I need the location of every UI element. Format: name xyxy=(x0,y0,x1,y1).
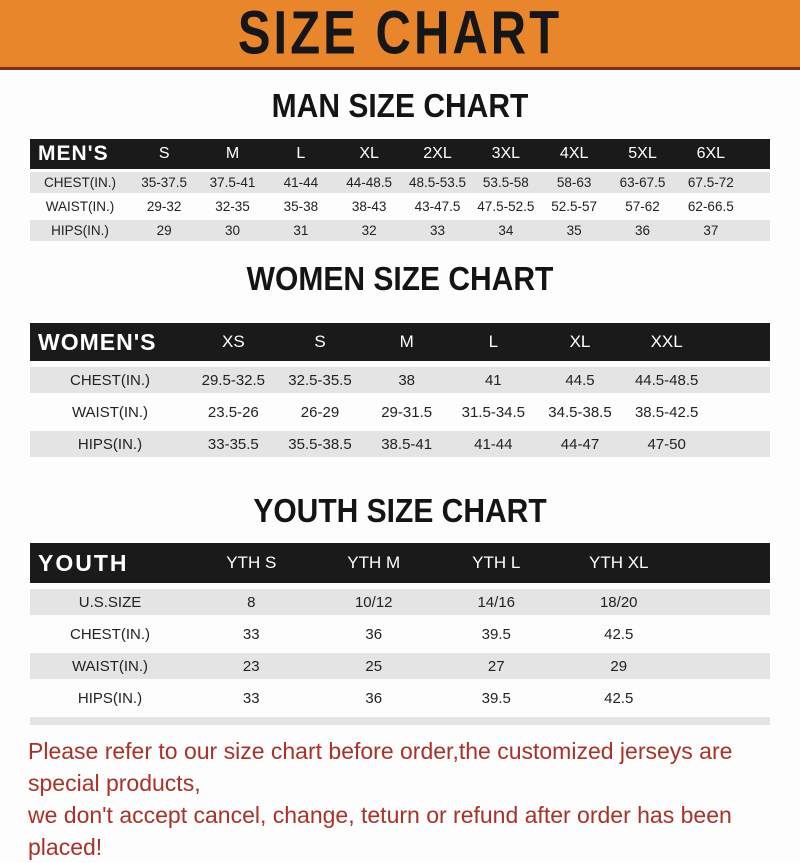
table-corner-label: WOMEN'S xyxy=(38,328,157,355)
table-cell: 29 xyxy=(156,223,172,238)
table-cell: 38 xyxy=(398,371,415,389)
table-cell: 35-38 xyxy=(283,199,319,214)
table-cell: 62-66.5 xyxy=(687,199,734,214)
table-cell: 37.5-41 xyxy=(209,175,256,190)
table-cell: 39.5 xyxy=(481,689,511,707)
row-label: CHEST(IN.) xyxy=(44,175,116,190)
women-table-body xyxy=(30,367,770,457)
table-cell: 34 xyxy=(498,223,514,238)
table-cell: 23 xyxy=(242,657,260,675)
column-header: S xyxy=(314,332,326,351)
table-cell: 47.5-52.5 xyxy=(477,199,535,214)
footer-note-line1: Please refer to our size chart before order,the customized jerseys are special products, xyxy=(28,738,733,796)
column-header: YTH L xyxy=(472,553,521,572)
column-header: 2XL xyxy=(423,145,452,162)
youth-size-table xyxy=(30,543,770,725)
column-header: S xyxy=(158,145,170,162)
footer-note-line2: we don't accept cancel, change, teturn or refund after order has been placed! xyxy=(28,802,732,860)
column-header: XL xyxy=(569,332,591,351)
table-cell: 25 xyxy=(365,657,383,675)
table-cell: 41-44 xyxy=(283,175,319,190)
row-label: HIPS(IN.) xyxy=(77,689,143,707)
table-cell: 31 xyxy=(293,223,309,238)
table-row xyxy=(30,196,770,217)
table-cell: 36 xyxy=(365,689,383,707)
table-cell: 41-44 xyxy=(474,435,513,453)
section-youth xyxy=(0,492,800,725)
section-man xyxy=(0,87,800,241)
column-header: 3XL xyxy=(491,145,521,162)
women-table-header-row xyxy=(30,323,770,361)
table-row xyxy=(30,367,770,393)
table-cell: 31.5-34.5 xyxy=(461,403,526,421)
table-cell: 26-29 xyxy=(300,403,340,421)
table-cell: 32 xyxy=(361,223,377,238)
column-header: YTH S xyxy=(226,553,277,572)
table-cell: 37 xyxy=(703,223,719,238)
table-cell: 57-62 xyxy=(625,199,660,214)
table-cell: 67.5-72 xyxy=(687,175,734,190)
row-label: CHEST(IN.) xyxy=(70,625,150,643)
column-header: YTH XL xyxy=(588,553,649,572)
row-label: WAIST(IN.) xyxy=(45,199,115,214)
size-chart-banner xyxy=(0,0,800,70)
table-cell: 18/20 xyxy=(599,593,638,611)
row-label: CHEST(IN.) xyxy=(70,371,150,389)
youth-table-body xyxy=(30,589,770,711)
row-label: HIPS(IN.) xyxy=(51,223,109,238)
footer-note xyxy=(28,735,772,863)
table-cell: 38-43 xyxy=(351,199,387,214)
table-cell: 41 xyxy=(484,371,502,389)
column-header: XS xyxy=(221,332,245,351)
table-row xyxy=(30,685,770,711)
row-label: HIPS(IN.) xyxy=(77,435,143,453)
table-cell: 63-67.5 xyxy=(619,175,666,190)
table-cell: 29-31.5 xyxy=(381,403,433,421)
table-cell: 44.5-48.5 xyxy=(634,371,699,389)
table-cell: 33 xyxy=(242,625,260,643)
table-cell: 32.5-35.5 xyxy=(288,371,352,389)
youth-section-heading xyxy=(0,492,800,530)
column-header: XXL xyxy=(650,332,683,351)
table-cell: 58-63 xyxy=(556,175,592,190)
table-cell: 30 xyxy=(224,223,240,238)
table-corner-label: MEN'S xyxy=(38,142,109,165)
column-header: 4XL xyxy=(559,145,589,162)
youth-section-heading-text: YOUTH SIZE CHART xyxy=(253,492,547,530)
women-section-heading-text: WOMEN SIZE CHART xyxy=(246,260,554,298)
table-cell: 52.5-57 xyxy=(551,199,598,214)
youth-table-header-row xyxy=(30,543,770,583)
table-cell: 14/16 xyxy=(477,593,516,611)
table-cell: 36 xyxy=(634,223,650,238)
table-cell: 43-47.5 xyxy=(414,199,461,214)
table-cell: 32-35 xyxy=(215,199,250,214)
table-row xyxy=(30,653,770,679)
table-cell: 38.5-41 xyxy=(381,435,433,453)
table-row xyxy=(30,431,770,457)
column-header: XL xyxy=(359,145,379,162)
column-header: YTH M xyxy=(347,553,401,572)
column-header: M xyxy=(225,145,240,162)
table-cell: 8 xyxy=(247,593,256,611)
row-label: WAIST(IN.) xyxy=(71,403,149,421)
table-cell: 42.5 xyxy=(604,625,634,643)
table-cell: 39.5 xyxy=(481,625,511,643)
table-row xyxy=(30,172,770,193)
men-table-body xyxy=(30,172,770,241)
column-header: 5XL xyxy=(628,145,657,162)
page-title: SIZE CHART xyxy=(237,0,563,68)
table-row xyxy=(30,220,770,241)
table-cell: 23.5-26 xyxy=(207,403,259,421)
table-cell: 29 xyxy=(610,657,628,675)
men-size-table xyxy=(30,139,770,241)
man-section-heading-text: MAN SIZE CHART xyxy=(271,87,529,125)
column-header: 6XL xyxy=(696,145,726,162)
men-table-header-row xyxy=(30,139,770,169)
table-cell: 33 xyxy=(429,223,445,238)
table-row xyxy=(30,399,770,425)
table-cell: 27 xyxy=(487,657,505,675)
women-size-table xyxy=(30,323,770,457)
table-cell: 35.5-38.5 xyxy=(288,435,352,453)
table-cell: 34.5-38.5 xyxy=(548,403,612,421)
table-cell: 44-47 xyxy=(560,435,600,453)
table-cell: 29-32 xyxy=(146,199,182,214)
table-cell: 10/12 xyxy=(354,593,393,611)
table-cell: 42.5 xyxy=(604,689,634,707)
table-cell: 29.5-32.5 xyxy=(201,371,266,389)
man-section-heading xyxy=(0,87,800,125)
table-cell: 36 xyxy=(365,625,383,643)
table-cell: 33 xyxy=(242,689,260,707)
column-header: L xyxy=(296,145,306,162)
row-label: WAIST(IN.) xyxy=(71,657,149,675)
column-header: M xyxy=(399,332,414,351)
row-label: U.S.SIZE xyxy=(78,593,142,611)
table-cell: 53.5-58 xyxy=(482,175,529,190)
column-header: L xyxy=(488,332,499,351)
table-cell: 38.5-42.5 xyxy=(634,403,699,421)
section-women xyxy=(0,260,800,457)
table-corner-label: YOUTH xyxy=(38,549,129,576)
table-cell: 44-48.5 xyxy=(346,175,393,190)
table-bottom-strip xyxy=(30,717,770,725)
table-cell: 33-35.5 xyxy=(207,435,259,453)
table-cell: 44.5 xyxy=(565,371,595,389)
table-cell: 47-50 xyxy=(647,435,686,453)
table-cell: 48.5-53.5 xyxy=(408,175,467,190)
table-cell: 35 xyxy=(566,223,582,238)
women-section-heading xyxy=(0,260,800,298)
table-cell: 35-37.5 xyxy=(141,175,188,190)
table-row xyxy=(30,621,770,647)
table-row xyxy=(30,589,770,615)
